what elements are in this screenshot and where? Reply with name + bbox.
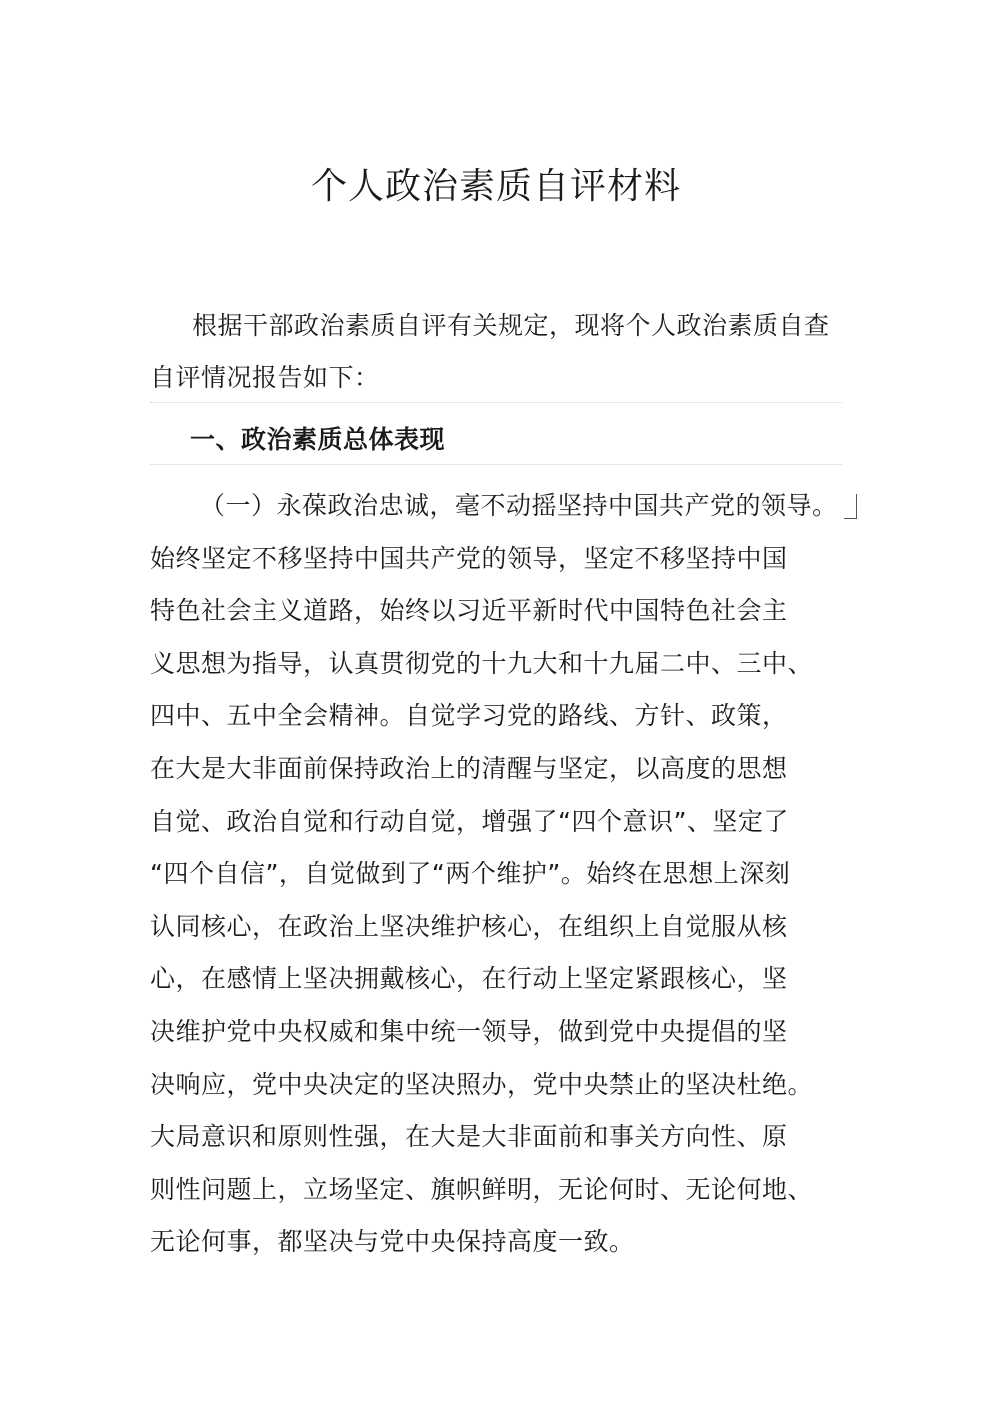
document-title: 个人政治素质自评材料: [310, 166, 681, 207]
paragraph-line: 无论何事，都坚决与党中央保持高度一致。: [150, 1227, 635, 1257]
paragraph-end-mark: [844, 494, 857, 519]
body-paragraph: [150, 480, 850, 1269]
paragraph-line: 决维护党中央权威和集中统一领导，做到党中央提倡的坚: [150, 1016, 788, 1046]
paragraph-line: 心，在感情上坚决拥戴核心，在行动上坚定紧跟核心，坚: [150, 964, 788, 994]
paragraph-line: 始终坚定不移坚持中国共产党的领导，坚定不移坚持中国: [150, 543, 788, 573]
intro-paragraph: 根据干部政治素质自评有关规定，现将个人政治素质自查自评情况报告如下：: [150, 311, 830, 392]
divider-line: [150, 402, 842, 403]
paragraph-line: “四个自信”，自觉做到了“两个维护”。始终在思想上深刻: [150, 859, 791, 889]
paragraph-line: （一）永葆政治忠诚，毫不动摇坚持中国共产党的领导。: [200, 491, 838, 520]
paragraph-line: 决响应，党中央决定的坚决照办，党中央禁止的坚决杜绝。: [150, 1069, 814, 1099]
paragraph-line: 大局意识和原则性强，在大是大非面前和事关方向性、原: [150, 1122, 788, 1152]
paragraph-line: 认同核心，在政治上坚决维护核心，在组织上自觉服从核: [150, 911, 788, 941]
paragraph-line: 在大是大非面前保持政治上的清醒与坚定，以高度的思想: [150, 753, 788, 783]
paragraph-line: 特色社会主义道路，始终以习近平新时代中国特色社会主: [150, 596, 788, 626]
section-heading: 一、政治素质总体表现: [190, 425, 446, 454]
divider-line: [150, 464, 842, 465]
paragraph-line: 四中、五中全会精神。自觉学习党的路线、方针、政策，: [150, 701, 788, 731]
paragraph-line: 义思想为指导，认真贯彻党的十九大和十九届二中、三中、: [150, 648, 814, 678]
paragraph-line: 自觉、政治自觉和行动自觉，增强了“四个意识”、坚定了: [150, 806, 789, 836]
paragraph-line: 则性问题上，立场坚定、旗帜鲜明，无论何时、无论何地、: [150, 1174, 814, 1204]
